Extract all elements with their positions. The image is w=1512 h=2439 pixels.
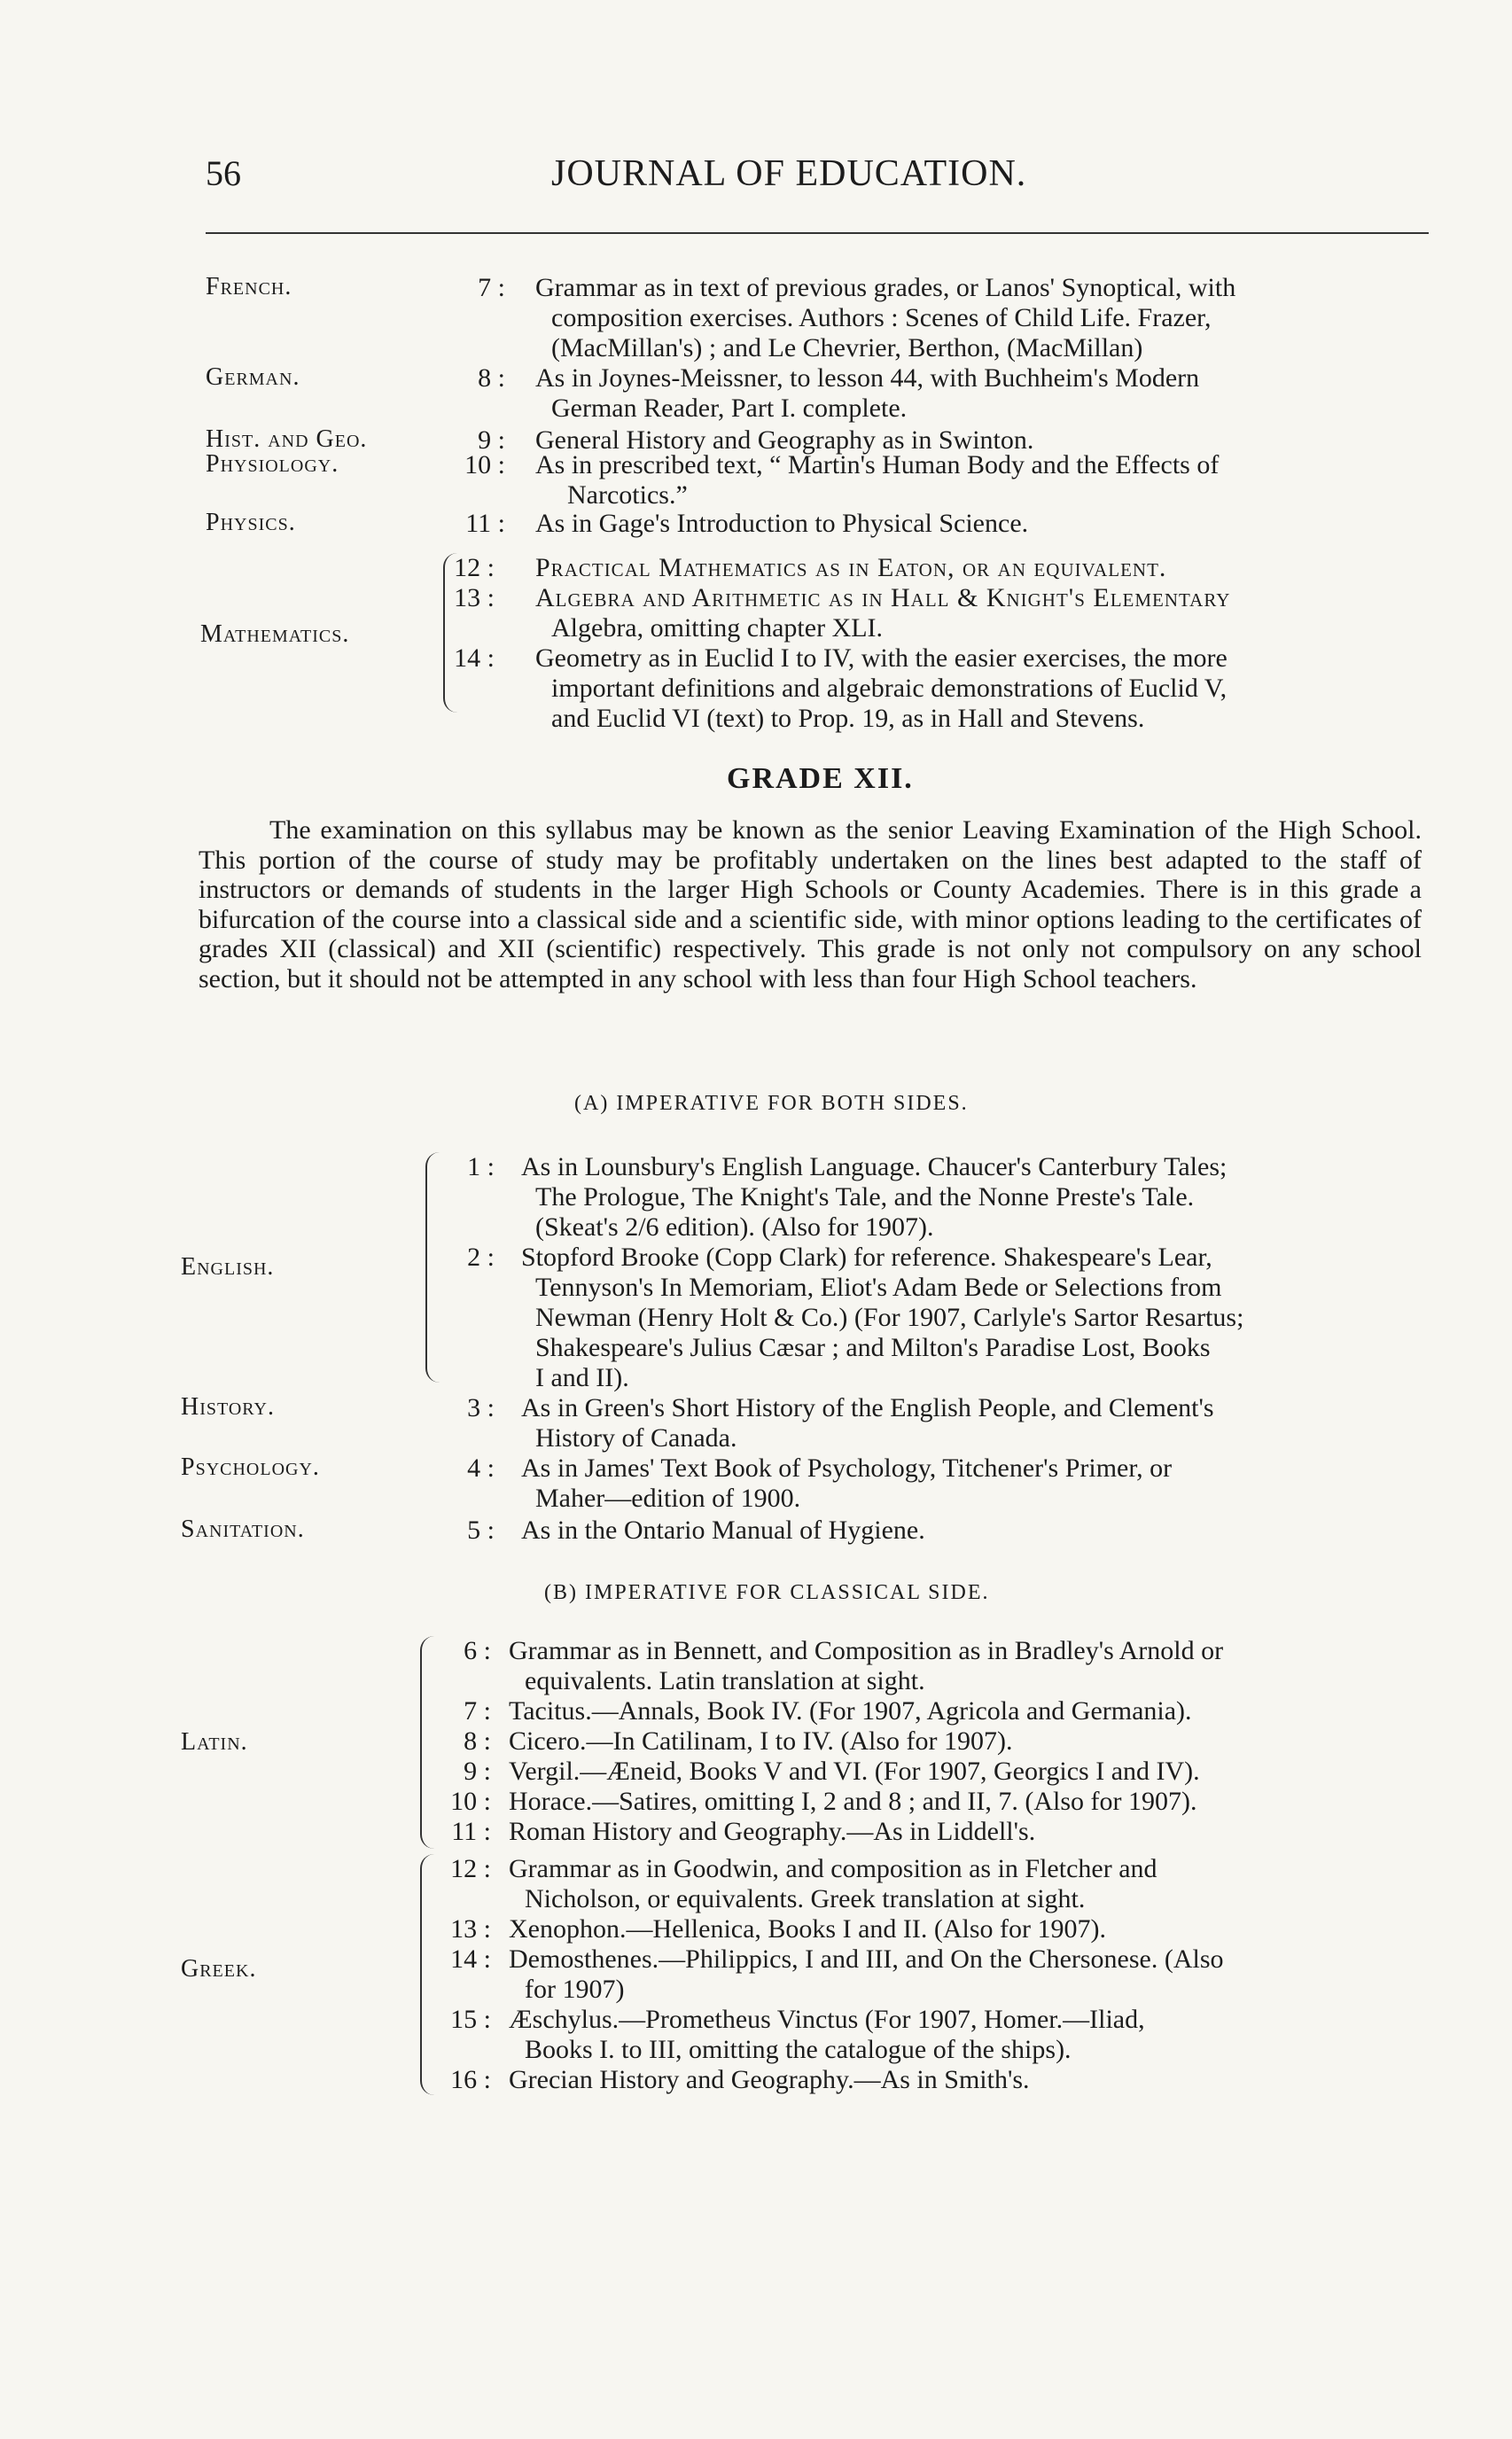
greek-line: Demosthenes.—Philippics, I and III, and On the Chersonese. (Also — [509, 1944, 1224, 1974]
greek-line: Nicholson, or equivalents. Greek translation at sight. — [525, 1884, 1086, 1913]
item-number: 13 : — [450, 1914, 491, 1944]
item-number: 7 : — [478, 273, 505, 302]
item-number: 7 : — [464, 1696, 491, 1726]
physics-line: As in Gage's Introduction to Physical Science. — [535, 509, 1029, 538]
psychology-line: Maher—edition of 1900. — [535, 1484, 801, 1513]
item-number: 16 : — [450, 2065, 491, 2094]
latin-line: Vergil.—Æneid, Books V and VI. (For 1907, Georgics I and IV). — [509, 1757, 1200, 1786]
history-line: History of Canada. — [535, 1423, 737, 1453]
header-rule — [206, 232, 1429, 234]
math-line: and Euclid VI (text) to Prop. 19, as in Hall and Stevens. — [551, 704, 1145, 733]
latin-line: Cicero.—In Catilinam, I to IV. (Also for 1907). — [509, 1726, 1013, 1756]
sanitation-line: As in the Ontario Manual of Hygiene. — [521, 1516, 925, 1545]
greek-brace — [420, 1854, 434, 2095]
greek-line: Æschylus.—Prometheus Vinctus (For 1907, Homer.—Iliad, — [509, 2005, 1145, 2034]
item-number: 5 : — [467, 1516, 495, 1545]
latin-line: Roman History and Geography.—As in Liddell's. — [509, 1817, 1036, 1846]
grade-xii-heading: GRADE XII. — [727, 762, 914, 795]
item-number: 14 : — [454, 643, 495, 673]
english-line: The Prologue, The Knight's Tale, and the Nonne Preste's Tale. — [535, 1182, 1195, 1212]
greek-line: Xenophon.—Hellenica, Books I and II. (Also for 1907). — [509, 1914, 1107, 1944]
grade-xii-intro: The examination on this syllabus may be known as the senior Leaving Examination of the High School. This portion of the course of study may be profitably undertaken on the lines best adapted to the staff of instructors or demands of students in the larger High Schools or County Academies. There is in this grade a bifurcation of the course into a classical side and a scientific side, with minor options leading to the certificates of grades XII (classical) and XII (scientific) respectively. This grade is not only not compulsory on any school section, but it should not be attempted in any school with less than four High School teachers. — [199, 815, 1422, 994]
german-line: As in Joynes-Meissner, to lesson 44, with Buchheim's Modern — [535, 363, 1200, 393]
subject-physics: Physics. — [206, 509, 296, 536]
item-number: 1 : — [467, 1152, 495, 1181]
item-number: 13 : — [454, 583, 495, 612]
greek-line: Books I. to III, omitting the catalogue of the ships). — [525, 2035, 1072, 2064]
greek-line: for 1907) — [525, 1975, 625, 2004]
item-number: 10 : — [450, 1787, 491, 1816]
running-head: JOURNAL OF EDUCATION. — [551, 153, 1027, 194]
english-line: Tennyson's In Memoriam, Eliot's Adam Bede or Selections from — [535, 1273, 1222, 1302]
subject-history: History. — [181, 1393, 275, 1421]
english-line: (Skeat's 2/6 edition). (Also for 1907). — [535, 1212, 934, 1242]
latin-line: Grammar as in Bennett, and Composition as in Bradley's Arnold or — [509, 1636, 1224, 1665]
item-number: 11 : — [451, 1817, 491, 1846]
subject-sanitation: Sanitation. — [181, 1516, 305, 1543]
history-line: As in Green's Short History of the English People, and Clement's — [521, 1393, 1214, 1422]
german-line: German Reader, Part I. complete. — [551, 394, 908, 423]
item-number: 8 : — [464, 1726, 491, 1756]
latin-line: Tacitus.—Annals, Book IV. (For 1907, Agricola and Germania). — [509, 1696, 1192, 1726]
subject-psychology: Psychology. — [181, 1453, 320, 1481]
page-number: 56 — [206, 153, 241, 193]
item-number: 12 : — [450, 1854, 491, 1883]
item-number: 9 : — [478, 425, 505, 455]
latin-line: Horace.—Satires, omitting I, 2 and 8 ; and II, 7. (Also for 1907). — [509, 1787, 1197, 1816]
math-line: Practical Mathematics as in Eaton, or an equivalent. — [535, 553, 1167, 582]
item-number: 6 : — [464, 1636, 491, 1665]
physiology-line: As in prescribed text, “ Martin's Human Body and the Effects of — [535, 450, 1220, 479]
subject-french: French. — [206, 273, 292, 300]
math-line: Geometry as in Euclid I to IV, with the easier exercises, the more — [535, 643, 1228, 673]
item-number: 11 : — [465, 509, 505, 538]
history-line: General History and Geography as in Swinton. — [535, 425, 1034, 455]
subject-physiology: Physiology. — [206, 450, 339, 478]
subject-latin: Latin. — [181, 1728, 248, 1756]
psychology-line: As in James' Text Book of Psychology, Titchener's Primer, or — [521, 1453, 1173, 1483]
french-line: Grammar as in text of previous grades, or Lanos' Synoptical, with — [535, 273, 1236, 302]
math-line: important definitions and algebraic demonstrations of Euclid V, — [551, 674, 1228, 703]
physiology-line: Narcotics.” — [567, 480, 688, 510]
item-number: 2 : — [467, 1243, 495, 1272]
math-line: Algebra and Arithmetic as in Hall & Knight's Elementary — [535, 583, 1231, 612]
item-number: 9 : — [464, 1757, 491, 1786]
subject-greek: Greek. — [181, 1955, 257, 1983]
latin-line: equivalents. Latin translation at sight. — [525, 1666, 925, 1695]
english-line: Shakespeare's Julius Cæsar ; and Milton's Paradise Lost, Books — [535, 1333, 1211, 1362]
english-line: Newman (Henry Holt & Co.) (For 1907, Carlyle's Sartor Resartus; — [535, 1303, 1244, 1332]
greek-line: Grammar as in Goodwin, and composition as in Fletcher and — [509, 1854, 1157, 1883]
french-line: (MacMillan's) ; and Le Chevrier, Berthon, (MacMillan) — [551, 333, 1143, 362]
english-line: I and II). — [535, 1363, 629, 1392]
item-number: 8 : — [478, 363, 505, 393]
section-b-heading: (B) IMPERATIVE FOR CLASSICAL SIDE. — [544, 1581, 990, 1604]
greek-line: Grecian History and Geography.—As in Smith's. — [509, 2065, 1030, 2094]
math-line: Algebra, omitting chapter XLI. — [551, 613, 884, 643]
subject-german: German. — [206, 363, 300, 391]
item-number: 4 : — [467, 1453, 495, 1483]
item-number: 10 : — [464, 450, 505, 479]
english-line: As in Lounsbury's English Language. Chaucer's Canterbury Tales; — [521, 1152, 1228, 1181]
item-number: 14 : — [450, 1944, 491, 1974]
item-number: 15 : — [450, 2005, 491, 2034]
item-number: 12 : — [454, 553, 495, 582]
section-a-heading: (A) IMPERATIVE FOR BOTH SIDES. — [574, 1092, 969, 1115]
english-line: Stopford Brooke (Copp Clark) for reference. Shakespeare's Lear, — [521, 1243, 1212, 1272]
subject-mathematics: Mathematics. — [200, 620, 350, 648]
subject-history-geography: Hist. and Geo. — [206, 425, 368, 453]
subject-english: English. — [181, 1253, 275, 1281]
french-line: composition exercises. Authors : Scenes of Child Life. Frazer, — [551, 303, 1212, 332]
item-number: 3 : — [467, 1393, 495, 1422]
